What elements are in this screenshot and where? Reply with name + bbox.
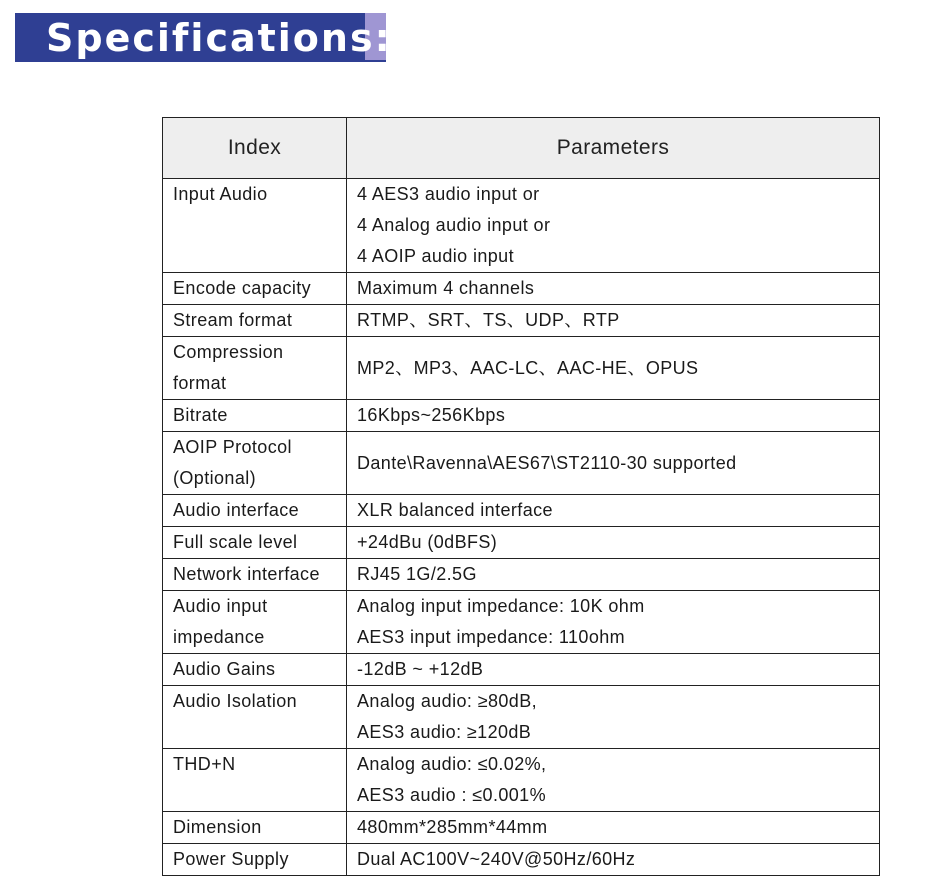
row-index-cell bbox=[163, 686, 347, 749]
parameter-line: 4 Analog audio input or bbox=[357, 215, 551, 235]
parameter-line: +24dBu (0dBFS) bbox=[357, 532, 498, 552]
row-parameter-cell bbox=[347, 812, 880, 844]
index-label: Full scale level bbox=[173, 532, 298, 552]
spec-table bbox=[162, 117, 880, 876]
row-index-cell bbox=[163, 305, 347, 337]
row-parameter-cell bbox=[347, 179, 880, 273]
index-label: (Optional) bbox=[173, 468, 257, 488]
table-row bbox=[163, 844, 880, 876]
index-label: Audio Gains bbox=[173, 659, 276, 679]
table-row bbox=[163, 179, 880, 273]
table-row bbox=[163, 749, 880, 812]
row-index-cell bbox=[163, 844, 347, 876]
table-row bbox=[163, 686, 880, 749]
row-parameter-cell bbox=[347, 337, 880, 400]
table-row bbox=[163, 654, 880, 686]
index-label: Power Supply bbox=[173, 849, 289, 869]
row-index-cell bbox=[163, 179, 347, 273]
table-row bbox=[163, 559, 880, 591]
table-row bbox=[163, 495, 880, 527]
row-parameter-cell bbox=[347, 749, 880, 812]
parameter-line: AES3 audio: ≥120dB bbox=[357, 722, 532, 742]
parameter-line: RJ45 1G/2.5G bbox=[357, 564, 477, 584]
row-index-cell bbox=[163, 749, 347, 812]
table-row bbox=[163, 400, 880, 432]
table-row bbox=[163, 812, 880, 844]
parameter-line: RTMP、SRT、TS、UDP、RTP bbox=[357, 310, 620, 330]
parameter-line: Dual AC100V~240V@50Hz/60Hz bbox=[357, 849, 636, 869]
row-parameter-cell bbox=[347, 527, 880, 559]
row-parameter-cell bbox=[347, 273, 880, 305]
index-label: Compression bbox=[173, 342, 284, 362]
index-label: Audio input bbox=[173, 596, 268, 616]
row-index-cell bbox=[163, 495, 347, 527]
index-label: THD+N bbox=[173, 754, 236, 774]
index-label: Stream format bbox=[173, 310, 293, 330]
parameter-line: -12dB ~ +12dB bbox=[357, 659, 484, 679]
table-row bbox=[163, 337, 880, 400]
parameter-line: MP2、MP3、AAC-LC、AAC-HE、OPUS bbox=[357, 357, 699, 378]
table-row bbox=[163, 432, 880, 495]
parameter-line: Dante\Ravenna\AES67\ST2110-30 supported bbox=[357, 452, 737, 473]
specifications-banner bbox=[15, 13, 392, 62]
index-label: Audio interface bbox=[173, 500, 300, 520]
parameter-line: 4 AES3 audio input or bbox=[357, 184, 540, 204]
table-row bbox=[163, 273, 880, 305]
row-index-cell bbox=[163, 337, 347, 400]
row-index-cell bbox=[163, 273, 347, 305]
parameter-line: XLR balanced interface bbox=[357, 500, 553, 520]
parameter-line: 4 AOIP audio input bbox=[357, 246, 514, 266]
index-label: Dimension bbox=[173, 817, 262, 837]
index-label: Network interface bbox=[173, 564, 320, 584]
row-index-cell bbox=[163, 527, 347, 559]
row-index-cell bbox=[163, 432, 347, 495]
index-label: Audio Isolation bbox=[173, 691, 298, 711]
parameter-line: 480mm*285mm*44mm bbox=[357, 817, 548, 837]
row-index-cell bbox=[163, 400, 347, 432]
row-parameter-cell bbox=[347, 400, 880, 432]
index-label: Bitrate bbox=[173, 405, 228, 425]
row-parameter-cell bbox=[347, 844, 880, 876]
row-index-cell bbox=[163, 812, 347, 844]
row-parameter-cell bbox=[347, 591, 880, 654]
column-header-index: Index bbox=[163, 118, 347, 179]
parameter-line: AES3 input impedance: 110ohm bbox=[357, 627, 626, 647]
row-parameter-cell bbox=[347, 559, 880, 591]
row-index-cell bbox=[163, 559, 347, 591]
parameter-line: Analog audio: ≤0.02%, bbox=[357, 754, 547, 774]
row-index-cell bbox=[163, 654, 347, 686]
parameter-line: Maximum 4 channels bbox=[357, 278, 535, 298]
row-parameter-cell bbox=[347, 686, 880, 749]
index-label: Encode capacity bbox=[173, 278, 312, 298]
table-row bbox=[163, 305, 880, 337]
row-parameter-cell bbox=[347, 432, 880, 495]
parameter-line: Analog audio: ≥80dB, bbox=[357, 691, 538, 711]
index-label: AOIP Protocol bbox=[173, 437, 292, 457]
parameter-line: AES3 audio : ≤0.001% bbox=[357, 785, 547, 805]
parameter-line: 16Kbps~256Kbps bbox=[357, 405, 506, 425]
index-label: Input Audio bbox=[173, 184, 268, 204]
page-title: Specifications: bbox=[46, 16, 392, 60]
row-parameter-cell bbox=[347, 654, 880, 686]
index-label: format bbox=[173, 373, 227, 393]
parameter-line: Analog input impedance: 10K ohm bbox=[357, 596, 645, 616]
row-index-cell bbox=[163, 591, 347, 654]
row-parameter-cell bbox=[347, 495, 880, 527]
row-parameter-cell bbox=[347, 305, 880, 337]
table-row bbox=[163, 591, 880, 654]
index-label: impedance bbox=[173, 627, 265, 647]
table-header-row bbox=[163, 118, 880, 179]
table-row bbox=[163, 527, 880, 559]
column-header-parameters: Parameters bbox=[347, 118, 880, 179]
